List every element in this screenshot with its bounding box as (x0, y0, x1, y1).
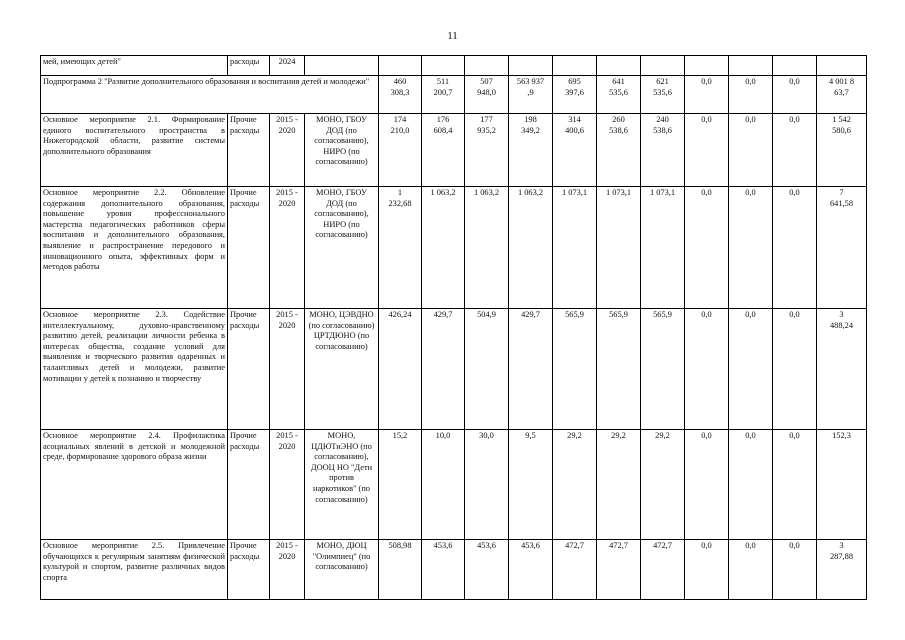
activity-cell: мей, имеющих детей" (41, 56, 228, 76)
value-cell: 0,0 (685, 430, 729, 540)
value-cell: 641 535,6 (597, 76, 641, 114)
value-cell: 453,6 (509, 540, 553, 600)
activity-cell: Основное мероприятие 2.3. Содействие интеллектуальному, духовно-нравственному развитию детей, реализации личности ребенка в интересах общества, создание условий для выявления и творческого развития одаренных и талантливых детей и молодежи, развитие мотивации у детей к познанию и творчеству (41, 309, 228, 430)
value-cell (422, 56, 465, 76)
table-row-continued (41, 56, 867, 76)
value-cell: 1 073,1 (597, 187, 641, 309)
value-cell: 429,7 (509, 309, 553, 430)
value-cell (553, 56, 597, 76)
value-cell: 1 063,2 (509, 187, 553, 309)
value-cell: 240 538,6 (641, 114, 685, 187)
value-cell: 15,2 (379, 430, 422, 540)
value-cell: 472,7 (641, 540, 685, 600)
executor-cell (305, 56, 379, 76)
value-cell: 1 232,68 (379, 187, 422, 309)
value-cell (685, 56, 729, 76)
expense-type-cell: Прочие расходы (228, 114, 270, 187)
period-cell: 2015 - 2020 (270, 430, 305, 540)
value-cell: 314 400,6 (553, 114, 597, 187)
page-number: 11 (447, 30, 458, 42)
activity-cell: Основное мероприятие 2.5. Привлечение обучающихся к регулярным занятиям физической культурой и спортом, развитие различных видов спорта (41, 540, 228, 600)
value-cell: 0,0 (773, 187, 817, 309)
value-cell: 29,2 (641, 430, 685, 540)
total-cell: 3 287,88 (817, 540, 867, 600)
total-cell: 7 641,58 (817, 187, 867, 309)
value-cell: 1 063,2 (465, 187, 509, 309)
period-cell: 2024 (270, 56, 305, 76)
period-cell: 2015 - 2020 (270, 309, 305, 430)
value-cell: 29,2 (597, 430, 641, 540)
value-cell: 0,0 (729, 430, 773, 540)
subprogram-row (41, 76, 867, 114)
value-cell (597, 56, 641, 76)
activity-cell: Основное мероприятие 2.1. Формирование единого воспитательного пространства в Нижегородской области, развитие системы дополнительного образования (41, 114, 228, 187)
value-cell: 460 308,3 (379, 76, 422, 114)
value-cell (509, 56, 553, 76)
value-cell: 472,7 (553, 540, 597, 600)
executor-cell: МОНО, ЦДЮТиЭНО (по согласованию), ДООЦ НО "Дети против наркотиков" (по согласованию) (305, 430, 379, 540)
value-cell: 563 937 ,9 (509, 76, 553, 114)
expense-type-cell: Прочие расходы (228, 430, 270, 540)
value-cell: 507 948,0 (465, 76, 509, 114)
value-cell: 504,9 (465, 309, 509, 430)
value-cell: 565,9 (553, 309, 597, 430)
expense-type-cell: Прочие расходы (228, 540, 270, 600)
value-cell: 453,6 (422, 540, 465, 600)
executor-cell: МОНО, ДЮЦ "Олимпиец" (по согласованию) (305, 540, 379, 600)
measure-row (41, 540, 867, 600)
value-cell: 0,0 (729, 309, 773, 430)
value-cell: 1 073,1 (641, 187, 685, 309)
value-cell: 0,0 (773, 114, 817, 187)
value-cell: 426,24 (379, 309, 422, 430)
value-cell: 9,5 (509, 430, 553, 540)
value-cell: 0,0 (685, 76, 729, 114)
value-cell: 0,0 (729, 114, 773, 187)
executor-cell: МОНО, ЦЭВДНО (по согласованию) ЦРТДЮНО (по согласованию) (305, 309, 379, 430)
value-cell: 695 397,6 (553, 76, 597, 114)
value-cell: 0,0 (773, 76, 817, 114)
executor-cell: МОНО, ГБОУ ДОД (по согласованию), НИРО (по согласованию) (305, 114, 379, 187)
value-cell: 0,0 (685, 187, 729, 309)
activity-cell: Основное мероприятие 2.2. Обновление содержания дополнительного образования, повышение уровня профессионального мастерства педагогических работников сферы воспитания и дополнительного образования, выявление и распространение передового и инновационного опыта, эффективных форм и методов работы (41, 187, 228, 309)
expense-type-cell: расходы (228, 56, 270, 76)
value-cell (465, 56, 509, 76)
value-cell: 508,98 (379, 540, 422, 600)
value-cell: 511 200,7 (422, 76, 465, 114)
value-cell (773, 56, 817, 76)
value-cell (729, 56, 773, 76)
measure-row (41, 187, 867, 309)
value-cell (641, 56, 685, 76)
program-activities-table (40, 55, 867, 600)
value-cell: 0,0 (773, 540, 817, 600)
measure-row (41, 309, 867, 430)
value-cell: 177 935,2 (465, 114, 509, 187)
period-cell: 2015 - 2020 (270, 114, 305, 187)
total-cell: 1 542 580,6 (817, 114, 867, 187)
value-cell: 453,6 (465, 540, 509, 600)
value-cell: 0,0 (773, 309, 817, 430)
value-cell: 1 073,1 (553, 187, 597, 309)
measure-row (41, 430, 867, 540)
expense-type-cell: Прочие расходы (228, 309, 270, 430)
value-cell (817, 56, 867, 76)
value-cell (379, 56, 422, 76)
value-cell: 0,0 (729, 540, 773, 600)
subprogram-title: Подпрограмма 2 "Развитие дополнительного образования и воспитания детей и молодежи" (41, 76, 379, 114)
value-cell: 1 063,2 (422, 187, 465, 309)
expense-type-cell: Прочие расходы (228, 187, 270, 309)
total-cell: 152,3 (817, 430, 867, 540)
value-cell: 0,0 (685, 114, 729, 187)
value-cell: 260 538,6 (597, 114, 641, 187)
total-cell: 3 488,24 (817, 309, 867, 430)
activity-cell: Основное мероприятие 2.4. Профилактика асоциальных явлений в детской и молодежной среде, формирование здорового образа жизни (41, 430, 228, 540)
value-cell: 198 349,2 (509, 114, 553, 187)
measure-row (41, 114, 867, 187)
value-cell: 429,7 (422, 309, 465, 430)
value-cell: 30,0 (465, 430, 509, 540)
value-cell: 10,0 (422, 430, 465, 540)
value-cell: 176 608,4 (422, 114, 465, 187)
value-cell: 565,9 (641, 309, 685, 430)
executor-cell: МОНО, ГБОУ ДОД (по согласованию), НИРО (по согласованию) (305, 187, 379, 309)
value-cell: 0,0 (773, 430, 817, 540)
value-cell: 621 535,6 (641, 76, 685, 114)
value-cell: 0,0 (729, 187, 773, 309)
value-cell: 0,0 (685, 309, 729, 430)
total-cell: 4 001 8 63,7 (817, 76, 867, 114)
value-cell: 565,9 (597, 309, 641, 430)
value-cell: 0,0 (685, 540, 729, 600)
value-cell: 472,7 (597, 540, 641, 600)
value-cell: 174 210,0 (379, 114, 422, 187)
period-cell: 2015 - 2020 (270, 187, 305, 309)
value-cell: 0,0 (729, 76, 773, 114)
period-cell: 2015 - 2020 (270, 540, 305, 600)
value-cell: 29,2 (553, 430, 597, 540)
